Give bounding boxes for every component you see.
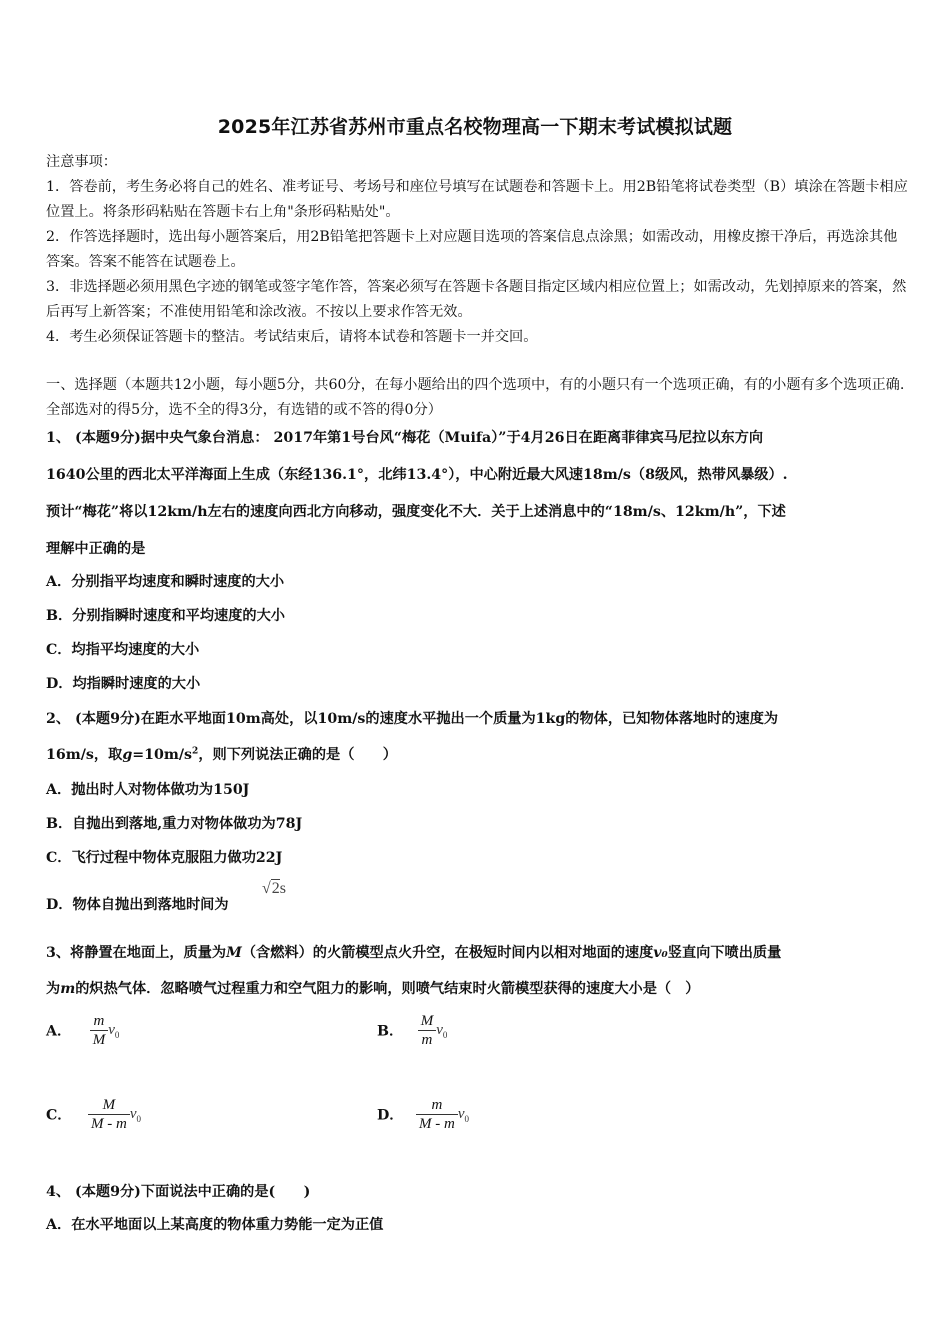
q1-option-c: C．均指平均速度的大小 (46, 642, 200, 658)
q1-option-b: B．分别指瞬时速度和平均速度的大小 (46, 608, 285, 624)
q1-stem-line-2: 1640公里的西北太平洋海面上生成（东经136.1°，北纬13.4°），中心附近最大风速18m/s（8级风，热带风暴级）. (46, 467, 788, 483)
q1-option-d: D．均指瞬时速度的大小 (46, 676, 201, 692)
q3-option-a: A． $\frac{m}{M}$ $v_0$ (46, 1013, 120, 1048)
q2-stem-line-1: 2、 (本题9分)在距水平地面10m高处，以10m/s的速度水平抛出一个质量为1kg的物体，已知物体落地时的速度为 (46, 711, 779, 727)
q3-stem-line-1: 3、将静置在地面上，质量为M（含燃料）的火箭模型点火升空，在极短时间内以相对地面的速度v₀竖直向下喷出质量 (46, 945, 782, 961)
section-heading: 一、选择题（本题共12小题，每小题5分，共60分，在每小题给出的四个选项中，有的小题只有一个选项正确，有的小题有多个选项正确. 全部选对的得5分，选不全的得3分，有选错的或不答的得0分） (46, 377, 905, 418)
q3-option-c: C． $\frac{M}{M - m}$ $v_0$ (46, 1097, 141, 1132)
page-title: 2025年江苏省苏州市重点名校物理高一下期末考试模拟试题 (217, 116, 733, 138)
q1-stem-line-3: 预计“梅花”将以12km/h左右的速度向西北方向移动，强度变化不大．关于上述消息中的“18m/s、12km/h”，下述 (46, 504, 786, 520)
q3-option-d-fraction: $\frac{m}{M - m}$ (416, 1096, 458, 1133)
q3-option-b: B． $\frac{M}{m}$ $v_0$ (377, 1013, 448, 1048)
q4-option-a: A．在水平地面以上某高度的物体重力势能一定为正值 (46, 1217, 384, 1233)
q2-option-b: B．自抛出到落地,重力对物体做功为78J (46, 816, 303, 832)
q3-stem-line-2: 为m的炽热气体．忽略喷气过程重力和空气阻力的影响，则喷气结束时火箭模型获得的速度大小是（ ） (46, 981, 700, 997)
q1-stem-line-4: 理解中正确的是 (46, 541, 146, 557)
q1-stem-line-1: 1、 (本题9分)据中央气象台消息： 2017年第1号台风“梅花（Muifa）”于4月26日在距离菲律宾马尼拉以东方向 (46, 430, 764, 446)
q2-option-a: A．抛出时人对物体做功为150J (46, 782, 250, 798)
q3-option-d: D． $\frac{m}{M - m}$ $v_0$ (377, 1097, 470, 1132)
notice-item-1: 1．答卷前，考生务必将自己的姓名、准考证号、考场号和座位号填写在试题卷和答题卡上。用2B铅笔将试卷类型（B）填涂在答题卡相应位置上。将条形码粘贴在答题卡右上角"条形码粘贴处"。 (46, 179, 908, 220)
q4-stem-line-1: 4、 (本题9分)下面说法中正确的是( ) (46, 1184, 311, 1200)
q1-option-a: A．分别指平均速度和瞬时速度的大小 (46, 574, 285, 590)
notice-item-3: 3．非选择题必须用黑色字迹的钢笔或签字笔作答，答案必须写在答题卡各题目指定区域内相应位置上；如需改动，先划掉原来的答案，然后再写上新答案；不准使用铅笔和涂改液。不按以上要求作答无效。 (46, 279, 907, 320)
notice-heading: 注意事项： (46, 154, 117, 170)
q2-option-c: C．飞行过程中物体克服阻力做功22J (46, 850, 283, 866)
notice-item-2: 2．作答选择题时，选出每小题答案后，用2B铅笔把答题卡上对应题目选项的答案信息点涂黑；如需改动，用橡皮擦干净后，再选涂其他答案。答案不能答在试题卷上。 (46, 229, 898, 270)
q2-option-d-sqrt: √2s (262, 880, 287, 897)
q3-option-b-fraction: $\frac{M}{m}$ (418, 1012, 437, 1049)
notice-item-4: 4．考生必须保证答题卡的整洁。考试结束后，请将本试卷和答题卡一并交回。 (46, 329, 538, 345)
notice-block (46, 150, 908, 350)
q2-option-d: D．物体自抛出到落地时间为 (46, 897, 229, 913)
q3-option-a-fraction: $\frac{m}{M}$ (90, 1012, 109, 1049)
q3-option-c-fraction: $\frac{M}{M - m}$ (88, 1096, 130, 1133)
q2-stem-line-2: 16m/s，取$g=10m/s^2$，则下列说法正确的是（ ） (46, 746, 397, 763)
